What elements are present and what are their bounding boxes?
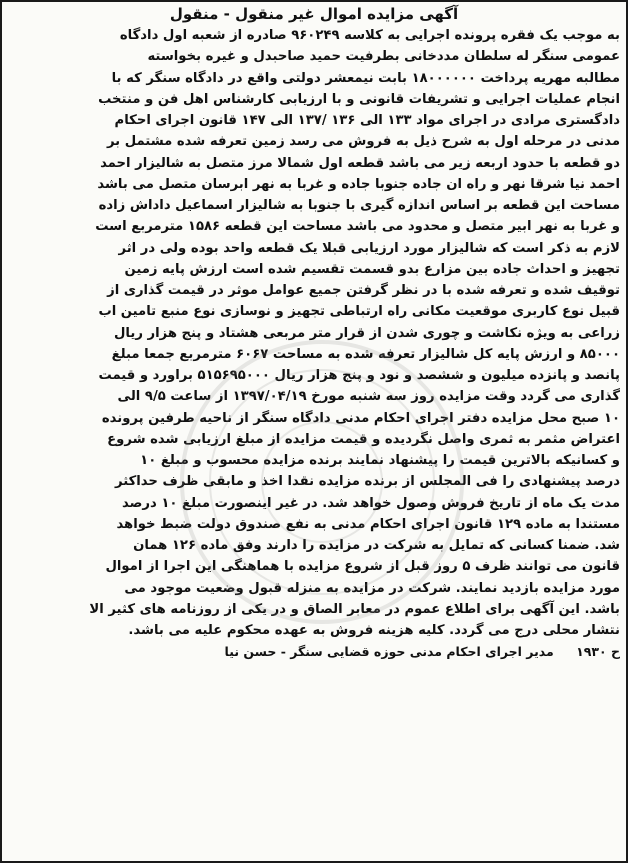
notice-line: گذاری می گردد وقت مزایده روز سه شنبه مورخ ۱۳۹۷/۰۴/۱۹ از ساعت ۹/۵ الی [117,389,620,405]
notice-line: دادگستری مرادی در اجرای مواد ۱۳۳ الی ۱۳۶ /۱۳۷ الی ۱۴۷ قانون اجرای احکام [114,113,620,128]
notice-line: و غربا به نهر ابیر متصل و محدود می باشد مساحت این قطعه ۱۵۸۶ مترمربع است [95,219,620,235]
notice-line: مدنی در مرحله اول به شرح ذیل به فروش می رسد زمین تعرفه شده مشتمل بر [106,134,620,150]
notice-line: احمد نیا شرقا نهر و راه ان جاده جنوبا جاده و غربا به نهر ابرسان متصل می باشد [97,176,620,192]
notice-line: تجهیز و احداث جاده بین مزارع بدو قسمت تقسیم شده است ارزش پایه زمین [124,261,620,277]
notice-line: قانون می توانند ظرف ۵ روز قبل از شروع مزایده با هماهنگی این اجرا از اموال [105,559,620,575]
notice-line: انجام عملیات اجرایی و تشریفات قانونی و با ارزیابی کارشناس اهل فن و منتخب [98,91,620,107]
notice-line: توقیف شده و تعرفه شده با در نظر گرفتن جمیع عوامل موثر در قیمت گذاری از [107,283,620,298]
notice-line: مورد مزایده بازدید نمایند. شرکت در مزایده به منزله قبول وضعیت موجود می [124,580,620,596]
notice-line: مساحت این قطعه بر اساس اندازه گیری با جنوبا به شالیزار اسماعیل داداش زاده [98,198,620,213]
notice-line: زراعی به ویژه نکاشت و چوری شدن از قرار متر مربعی هشتاد و پنج هزار ریال [113,325,620,341]
notice-line: لازم به ذکر است که شالیزار مورد ارزیابی قبلا یک قطعه واحد بوده ولی در اثر [118,240,620,256]
notice-line: شد. ضمنا کسانی که تمایل به شرکت در مزایده را دارند وفق ماده ۱۲۶ همان [133,538,620,553]
notice-footer [8,643,620,661]
notice-line: مدت یک ماه از تاریخ فروش وصول خواهد شد. در غیر اینصورت مبلغ ۱۰ درصد [122,495,620,511]
notice-line: مطالبه مهریه پرداخت ۱۸۰۰۰۰۰۰ بابت نیمعشر دولتی واقع در دادگاه سنگر که با [111,70,620,86]
notice-body [8,25,620,641]
notice-line: مستندا به ماده ۱۲۹ قانون اجرای احکام مدنی به نفع صندوق دولت ضبط خواهد [116,516,620,532]
notice-line: به موجب یک فقره پرونده اجرایی به کلاسه ۹۶۰۲۴۹ صادره از شعبه اول دادگاه [119,28,620,43]
notice-line: عمومی سنگر له سلطان مددخانی بطرفیت حمید صاحبدل و غیره بخواسته [147,49,620,65]
notice-line: قبیل نوع کاربری موقعیت مکانی راه ارتباطی تجهیز و نوسازی نوع منبع تامین اب [98,304,620,320]
notice-line: درصد پیشنهادی را فی المجلس از برنده مزایده نقدا اخذ و مابقی ظرف حداکثر [114,474,620,490]
notice-title: آگهی مزایده اموال غیر منقول - منقول [169,5,459,23]
notice-signature: مدیر اجرای احکام مدنی حوزه قضایی سنگر - حسن نیا [224,644,554,660]
notice-line: ۱۰ صبح محل مزایده دفتر اجرای احکام مدنی دادگاه سنگر از ناحیه طرفین پرونده [101,410,620,426]
notice-line: نتشار محلی درج می گردد. کلیه هزینه فروش به عهده محکوم علیه می باشد. [128,623,620,638]
notice-line: اعتراض مثمر به ثمری واصل نگردیده و قیمت مزایده از مبلغ ارزیابی شده شروع [107,431,620,447]
notice-line: و کسانیکه بالاترین قیمت را پیشنهاد نمایند برنده مزایده محسوب و مبلغ ۱۰ [140,453,620,468]
notice-line: باشد. این آگهی برای اطلاع عموم در معابر الصاق و در یکی از روزنامه های کثیر الا [89,601,620,617]
notice-line: دو قطعه با حدود اربعه زیر می باشد قطعه اول شمالا مرز متصل به شالیزار احمد [100,155,620,171]
notice-line: پانصد و پانزده میلیون و ششصد و نود و پنج هزار ریال ۵۱۵۶۹۵۰۰۰ براورد و قیمت [98,368,620,383]
notice-reference: ح ۱۹۳۰ [576,644,620,660]
notice-line: ۸۵۰۰۰ و ارزش پایه کل شالیزار تعرفه شده به مساحت ۶۰۶۷ مترمربع جمعا مبلغ [111,346,620,362]
